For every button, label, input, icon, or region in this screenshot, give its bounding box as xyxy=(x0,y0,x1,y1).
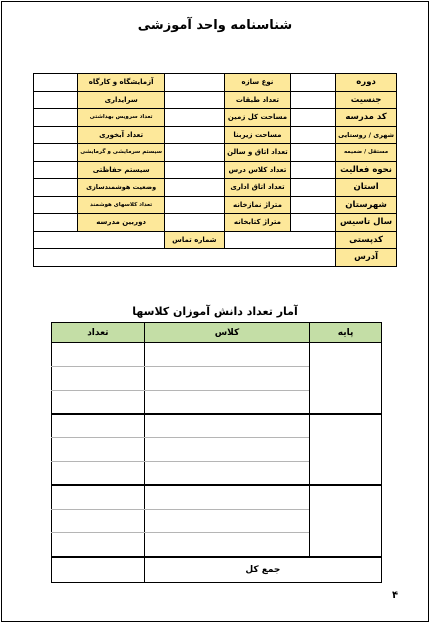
info-value-field[interactable] xyxy=(165,161,225,179)
info-value-field[interactable] xyxy=(165,144,225,162)
class-cell[interactable] xyxy=(144,533,309,557)
info-label: دوربین مدرسه xyxy=(78,214,165,232)
info-label: سرایداری xyxy=(78,91,165,109)
info-value-field[interactable] xyxy=(165,109,225,127)
info-label: تعداد سرویس بهداشتی xyxy=(78,109,165,127)
class-cell[interactable] xyxy=(144,390,309,414)
school-info-table xyxy=(33,73,397,267)
info-label: تعداد آبخوری xyxy=(78,126,165,144)
info-value-field[interactable] xyxy=(34,179,78,197)
class-stats-table xyxy=(51,322,382,583)
info-value-field[interactable] xyxy=(291,109,336,127)
info-row xyxy=(34,179,397,197)
class-cell[interactable] xyxy=(144,509,309,533)
info-label: وضعیت هوشمندسازی xyxy=(78,179,165,197)
address-label: آدرس xyxy=(336,249,397,267)
total-label: جمع کل xyxy=(144,557,381,583)
info-label: تعداد طبقات xyxy=(224,91,291,109)
class-cell[interactable] xyxy=(144,438,309,462)
class-cell[interactable] xyxy=(144,414,309,438)
info-row xyxy=(34,196,397,214)
info-value-field[interactable] xyxy=(291,74,336,92)
info-value-field[interactable] xyxy=(34,144,78,162)
phone-label: شماره تماس xyxy=(165,231,225,249)
info-label: تعداد اتاق اداری xyxy=(224,179,291,197)
count-cell[interactable] xyxy=(52,461,145,485)
info-label: تعداد کلاس درس xyxy=(224,161,291,179)
page-number: ۴ xyxy=(392,590,399,601)
info-label: نحوه فعالیت xyxy=(336,161,397,179)
phone-field[interactable] xyxy=(34,231,165,249)
info-value-field[interactable] xyxy=(291,161,336,179)
info-label: آزمایشگاه و کارگاه xyxy=(78,74,165,92)
info-value-field[interactable] xyxy=(34,126,78,144)
info-value-field[interactable] xyxy=(165,179,225,197)
info-label: متراژ کتابخانه xyxy=(224,214,291,232)
info-value-field[interactable] xyxy=(165,126,225,144)
stats-header-row xyxy=(52,323,382,343)
info-value-field[interactable] xyxy=(165,74,225,92)
info-label: مساحت کل زمین xyxy=(224,109,291,127)
table-row xyxy=(52,485,382,509)
info-value-field[interactable] xyxy=(165,196,225,214)
count-cell[interactable] xyxy=(52,533,145,557)
info-value-field[interactable] xyxy=(34,74,78,92)
class-column-header: کلاس xyxy=(144,323,309,343)
info-value-field[interactable] xyxy=(291,91,336,109)
count-cell[interactable] xyxy=(52,438,145,462)
class-cell[interactable] xyxy=(144,461,309,485)
info-label: تعداد اتاق و سالن xyxy=(224,144,291,162)
info-label: متراژ نمازخانه xyxy=(224,196,291,214)
info-label: نوع سازه xyxy=(224,74,291,92)
info-value-field[interactable] xyxy=(291,214,336,232)
info-row xyxy=(34,109,397,127)
info-value-field[interactable] xyxy=(291,179,336,197)
info-value-field[interactable] xyxy=(291,196,336,214)
info-row xyxy=(34,74,397,92)
grade-cell[interactable] xyxy=(310,485,382,556)
info-label: تعداد کلاسهای هوشمند xyxy=(78,196,165,214)
count-cell[interactable] xyxy=(52,509,145,533)
info-row xyxy=(34,91,397,109)
class-cell[interactable] xyxy=(144,366,309,390)
info-value-field[interactable] xyxy=(165,91,225,109)
info-label: مساحت زیربنا xyxy=(224,126,291,144)
class-cell[interactable] xyxy=(144,343,309,367)
info-label: شهری / روستایی xyxy=(336,126,397,144)
info-value-field[interactable] xyxy=(165,214,225,232)
info-row xyxy=(34,214,397,232)
info-label: شهرستان xyxy=(336,196,397,214)
info-label: جنسیت xyxy=(336,91,397,109)
info-row-postal-phone xyxy=(34,231,397,249)
info-label: سیستم سرمایشی و گرمایشی xyxy=(78,144,165,162)
postal-code-label: کدپستی xyxy=(336,231,397,249)
grade-cell[interactable] xyxy=(310,414,382,485)
info-label: مستقل / ضمیمه xyxy=(336,144,397,162)
count-cell[interactable] xyxy=(52,390,145,414)
info-row-address xyxy=(34,249,397,267)
info-row xyxy=(34,144,397,162)
info-row xyxy=(34,126,397,144)
info-label: کد مدرسه xyxy=(336,109,397,127)
table-row xyxy=(52,414,382,438)
info-value-field[interactable] xyxy=(34,214,78,232)
count-cell[interactable] xyxy=(52,343,145,367)
total-count-cell[interactable] xyxy=(52,557,145,583)
stats-title: آمار تعداد دانش آموزان کلاسها xyxy=(132,305,298,318)
info-label: سیستم حفاظتی xyxy=(78,161,165,179)
info-label: دوره xyxy=(336,74,397,92)
info-row xyxy=(34,161,397,179)
count-cell[interactable] xyxy=(52,485,145,509)
table-row xyxy=(52,343,382,367)
grade-cell[interactable] xyxy=(310,343,382,414)
count-cell[interactable] xyxy=(52,366,145,390)
address-field[interactable] xyxy=(34,249,336,267)
info-value-field[interactable] xyxy=(291,144,336,162)
page-title: شناسنامه واحد آموزشی xyxy=(137,18,293,33)
total-row xyxy=(52,557,382,583)
count-column-header: تعداد xyxy=(52,323,145,343)
info-label: سال تاسیس xyxy=(336,214,397,232)
grade-column-header: پایه xyxy=(310,323,382,343)
postal-code-field[interactable] xyxy=(224,231,335,249)
info-label: استان xyxy=(336,179,397,197)
info-value-field[interactable] xyxy=(34,109,78,127)
info-value-field[interactable] xyxy=(291,126,336,144)
class-cell[interactable] xyxy=(144,485,309,509)
info-value-field[interactable] xyxy=(34,196,78,214)
info-value-field[interactable] xyxy=(34,161,78,179)
count-cell[interactable] xyxy=(52,414,145,438)
info-value-field[interactable] xyxy=(34,91,78,109)
